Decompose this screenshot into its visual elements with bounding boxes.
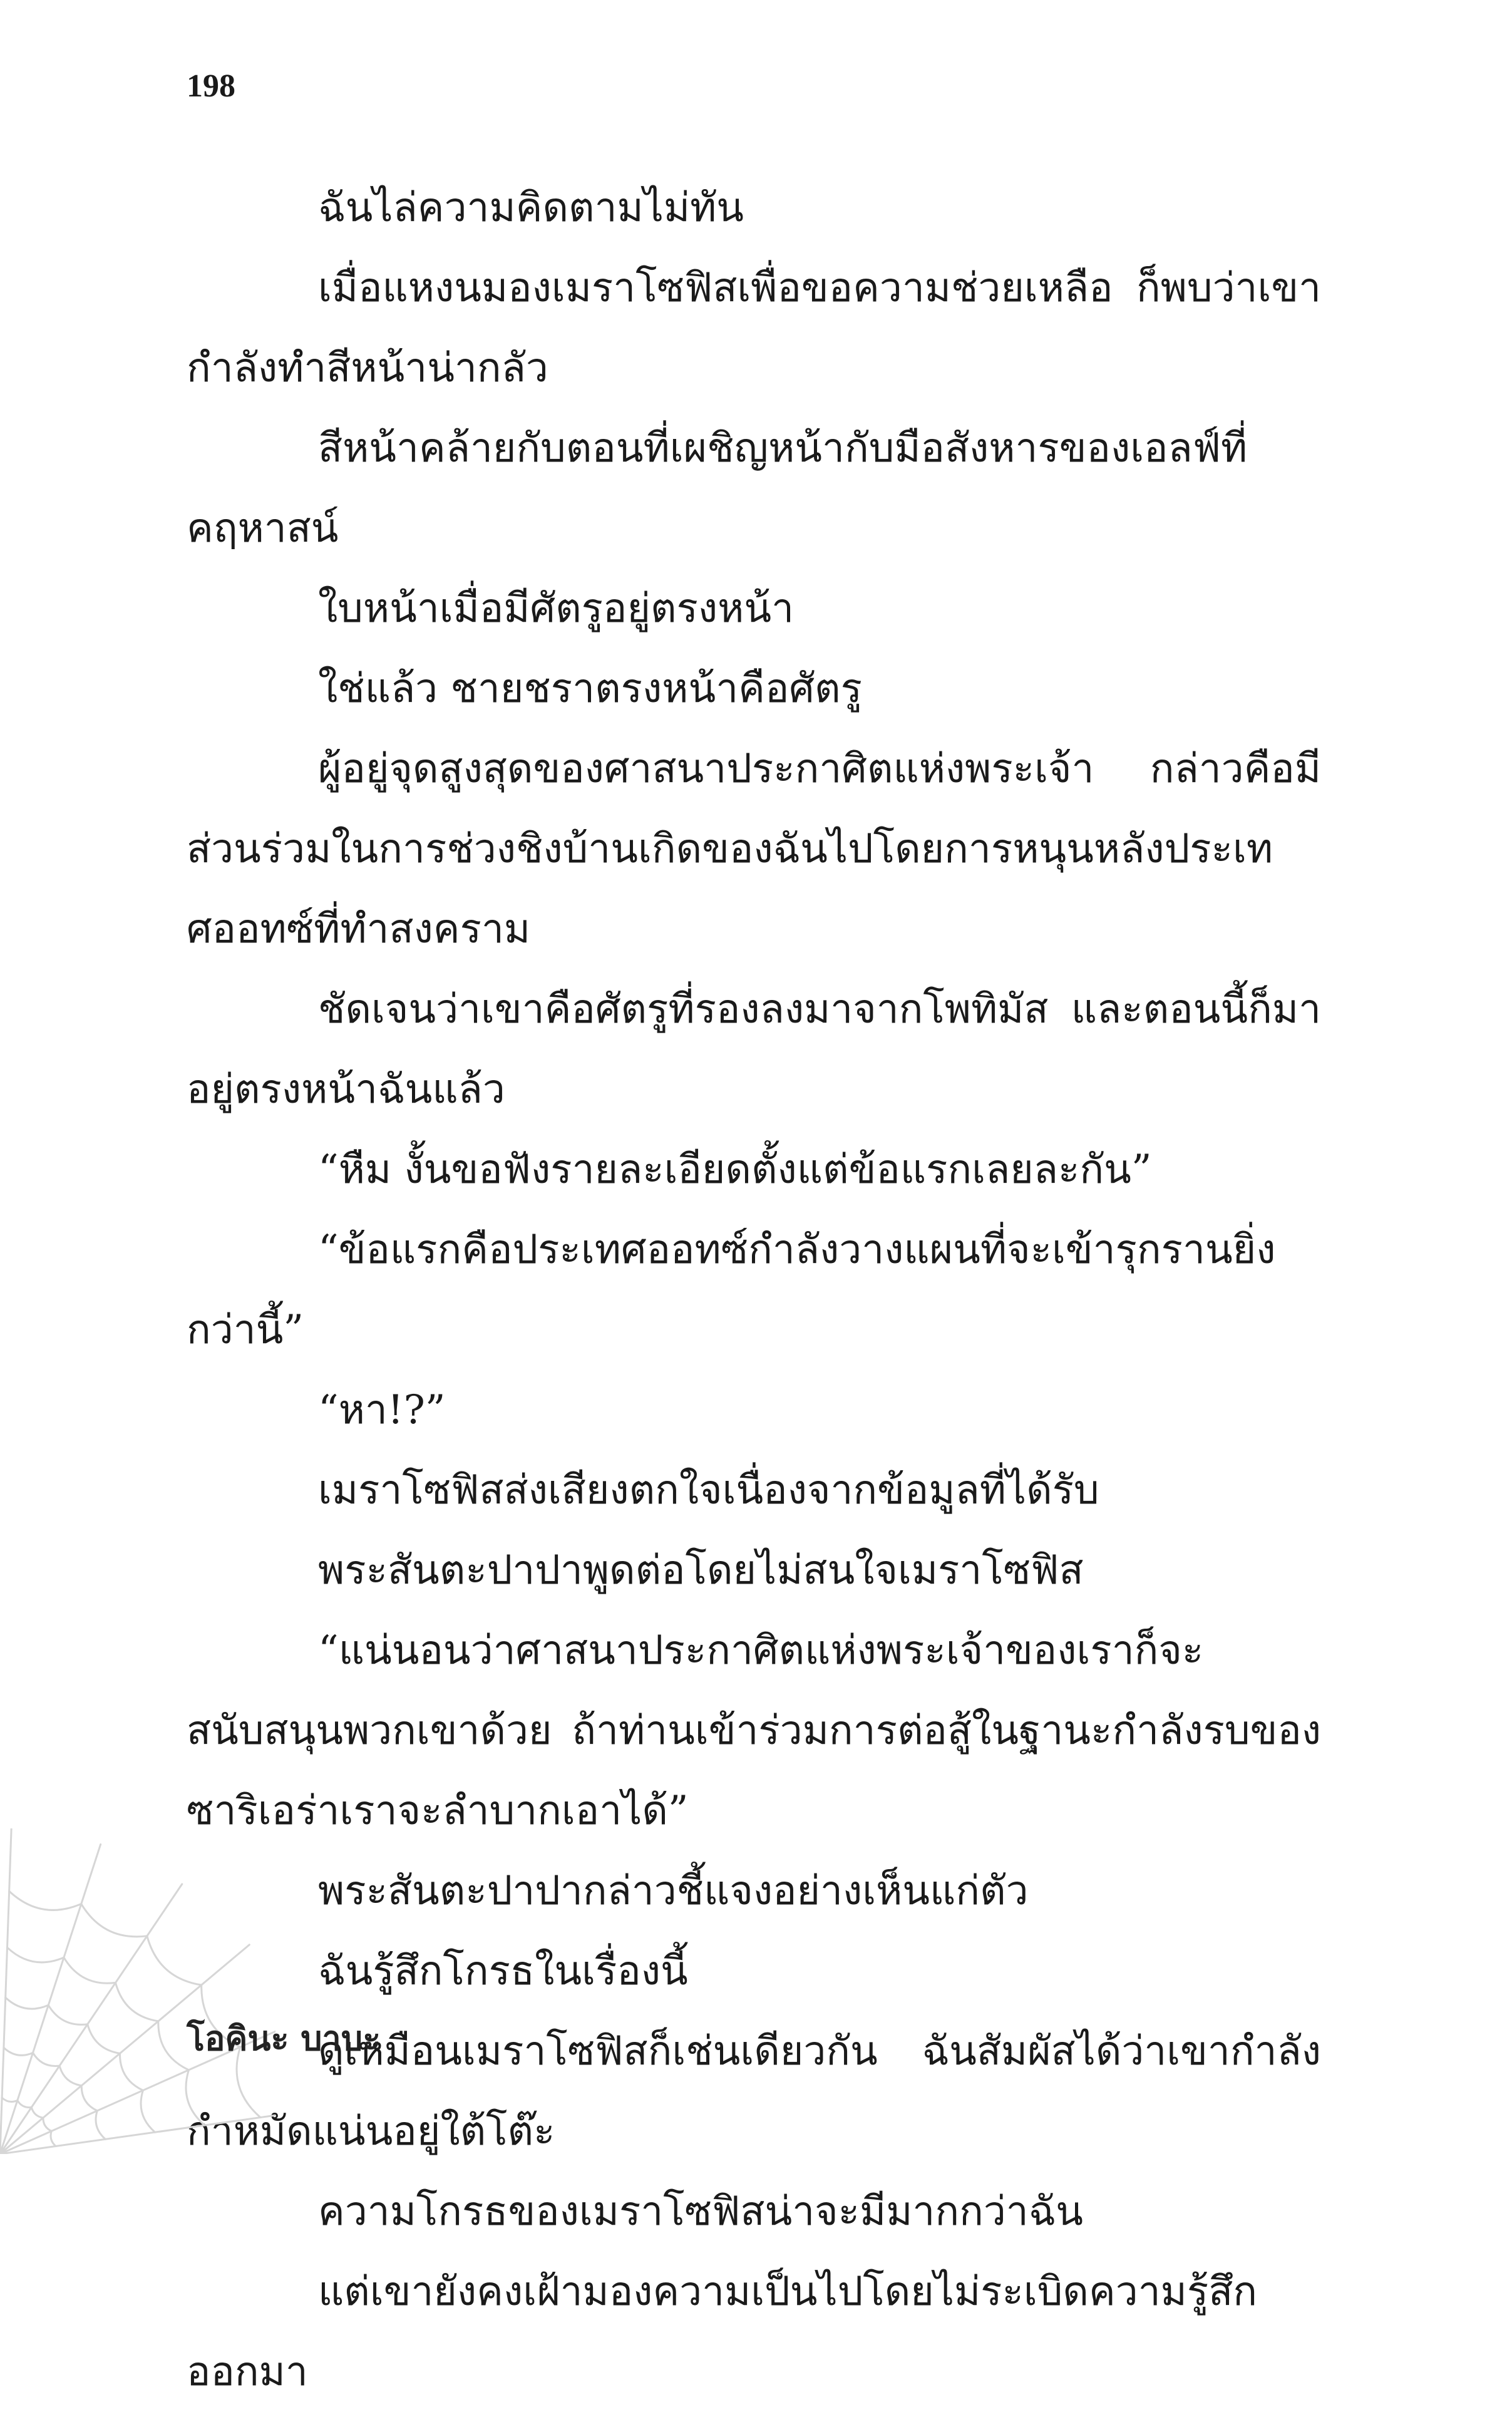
spider-web-icon bbox=[0, 1828, 275, 2154]
paragraph: “ข้อแรกคือประเทศออทซ์กำลังวางแผนที่จะเข้ารุกรานยิ่งกว่านี้” bbox=[187, 1227, 1276, 1353]
body-text bbox=[187, 168, 1321, 2412]
paragraph: เมื่อแหงนมองเมราโซฟิสเพื่อขอความช่วยเหลือ ก็พบว่าเขากำลังทำสีหน้าน่ากลัว bbox=[187, 265, 1321, 391]
paragraph: แต่เขายังคงเฝ้ามองความเป็นไปโดยไม่ระเบิดความรู้สึกออกมา bbox=[187, 2269, 1257, 2395]
paragraph: ดูเหมือนเมราโซฟิสก็เช่นเดียวกัน ฉันสัมผัสได้ว่าเขากำลังกำหมัดแน่นอยู่ใต้โต๊ะ bbox=[187, 2028, 1321, 2155]
paragraph: ใบหน้าเมื่อมีศัตรูอยู่ตรงหน้า bbox=[318, 585, 794, 632]
author-name: โอคินะ บาบะ bbox=[187, 2019, 381, 2058]
paragraph: สีหน้าคล้ายกับตอนที่เผชิญหน้ากับมือสังหารของเอลฟ์ที่คฤหาสน์ bbox=[187, 425, 1248, 552]
paragraph: พระสันตะปาปาพูดต่อโดยไม่สนใจเมราโซฟิส bbox=[318, 1547, 1084, 1594]
paragraph: พระสันตะปาปากล่าวชี้แจงอย่างเห็นแก่ตัว bbox=[318, 1868, 1029, 1914]
paragraph: ความโกรธของเมราโซฟิสน่าจะมีมากกว่าฉัน bbox=[318, 2188, 1084, 2235]
paragraph: “แน่นอนว่าศาสนาประกาศิตแห่งพระเจ้าของเราก็จะสนับสนุนพวกเขาด้วย ถ้าท่านเข้าร่วมการต่อสู้ในฐานะกำลังรบของซาริเอร่าเราจะลำบากเอาได้” bbox=[187, 1627, 1321, 1834]
paragraph: ฉันไล่ความคิดตามไม่ทัน bbox=[318, 185, 744, 231]
paragraph: “หา!?” bbox=[318, 1387, 446, 1433]
page-number: 198 bbox=[187, 68, 235, 104]
paragraph: “หืม งั้นขอฟังรายละเอียดตั้งแต่ข้อแรกเลยละกัน” bbox=[318, 1147, 1152, 1193]
paragraph: ผู้อยู่จุดสูงสุดของศาสนาประกาศิตแห่งพระเจ้า กล่าวคือมีส่วนร่วมในการช่วงชิงบ้านเกิดของฉันไปโดยการหนุนหลังประเทศออทซ์ที่ทำสงคราม bbox=[187, 746, 1321, 952]
paragraph: ชัดเจนว่าเขาคือศัตรูที่รองลงมาจากโพทิมัส และตอนนี้ก็มาอยู่ตรงหน้าฉันแล้ว bbox=[187, 986, 1321, 1113]
paragraph: ใช่แล้ว ชายชราตรงหน้าคือศัตรู bbox=[318, 666, 862, 712]
paragraph: ฉันรู้สึกโกรธในเรื่องนี้ bbox=[318, 1948, 688, 1994]
paragraph: เมราโซฟิสส่งเสียงตกใจเนื่องจากข้อมูลที่ได้รับ bbox=[318, 1467, 1099, 1513]
